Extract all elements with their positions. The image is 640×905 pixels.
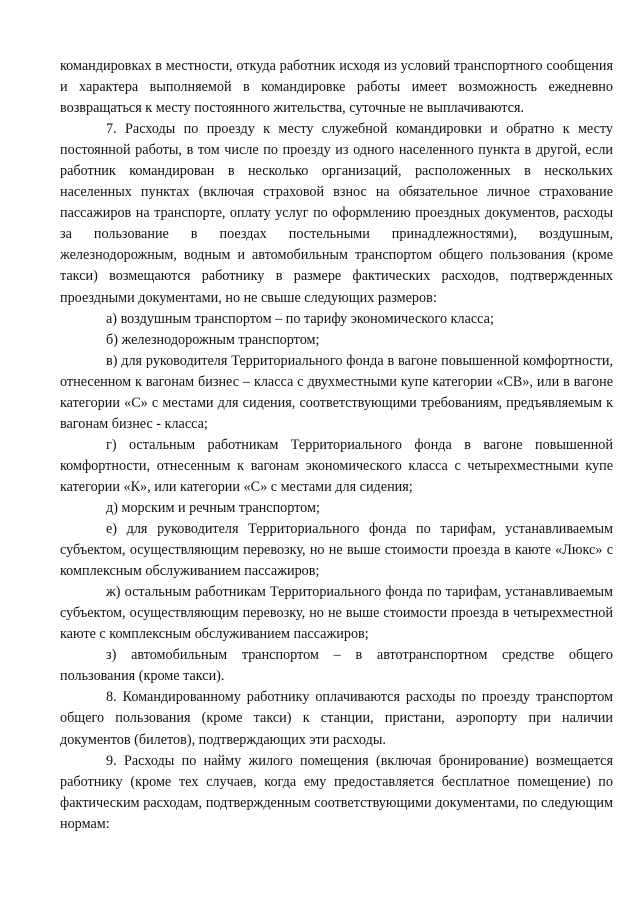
list-item-z: з) автомобильным транспортом – в автотранспортном средстве общего пользования (кроме такси). (60, 647, 613, 685)
list-item-b: б) железнодорожным транспортом; (106, 331, 320, 348)
paragraph-6-continuation: командировках в местности, откуда работник исходя из условий транспортного сообщения и характера выполняемой в командировке работы имеет возможность ежедневно возвращаться к месту постоянного жительства, суточные не выплачиваются. (60, 58, 613, 117)
paragraph-8: 8. Командированному работнику оплачиваются расходы по проезду транспортом общего пользования (кроме такси) к станции, пристани, аэропорту при наличии документов (билетов), подтверждающих эти расходы. (60, 689, 613, 748)
list-item-a: а) воздушным транспортом – по тарифу экономического класса; (106, 310, 494, 327)
list-item-g: г) остальным работникам Территориального фонда в вагоне повышенной комфортности, отнесенным к вагонам экономического класса с четырехместными купе категории «К», или категории «С» с местами для сидения; (60, 436, 613, 495)
list-item-d: д) морским и речным транспортом; (106, 499, 320, 516)
list-item-e: е) для руководителя Территориального фонда по тарифам, устанавливаемым субъектом, осуществляющим перевозку, но не выше стоимости проезда в каюте «Люкс» с комплексным обслуживанием пассажиров; (60, 521, 613, 580)
list-item-v: в) для руководителя Территориального фонда в вагоне повышенной комфортности, отнесенном к вагонам бизнес – класса с двухместными купе категории «СВ», или в вагоне категории «С» с местами для сидения, соответствующими требованиям, предъявляемым к вагонам бизнес - класса; (60, 352, 613, 432)
paragraph-9: 9. Расходы по найму жилого помещения (включая бронирование) возмещается работнику (кроме тех случаев, когда ему предоставляется бесплатное помещение) по фактическим расходам, подтвержденным соответствующими документами, по следующим нормам: (60, 752, 613, 832)
paragraph-7: 7. Расходы по проезду к месту служебной командировки и обратно к месту постоянной работы, в том числе по проезду из одного населенного пункта в другой, если работник командирован в несколько организаций, расположенных в нескольких населенных пунктах (включая страховой взнос на обязательное личное страхование пассажиров на транспорте, оплату услуг по оформлению проездных документов, расходы за пользование в поездах постельными принадлежностями), воздушным, железнодорожным, водным и автомобильным транспортом общего пользования (кроме такси) возмещаются работнику в размере фактических расходов, подтвержденных проездными документами, но не свыше следующих размеров: (60, 121, 613, 306)
document-page (60, 56, 613, 835)
list-item-zh: ж) остальным работникам Территориального фонда по тарифам, устанавливаемым субъектом, осуществляющим перевозку, но не выше стоимости проезда в четырехместной каюте с комплексным обслуживанием пассажиров; (60, 584, 613, 643)
